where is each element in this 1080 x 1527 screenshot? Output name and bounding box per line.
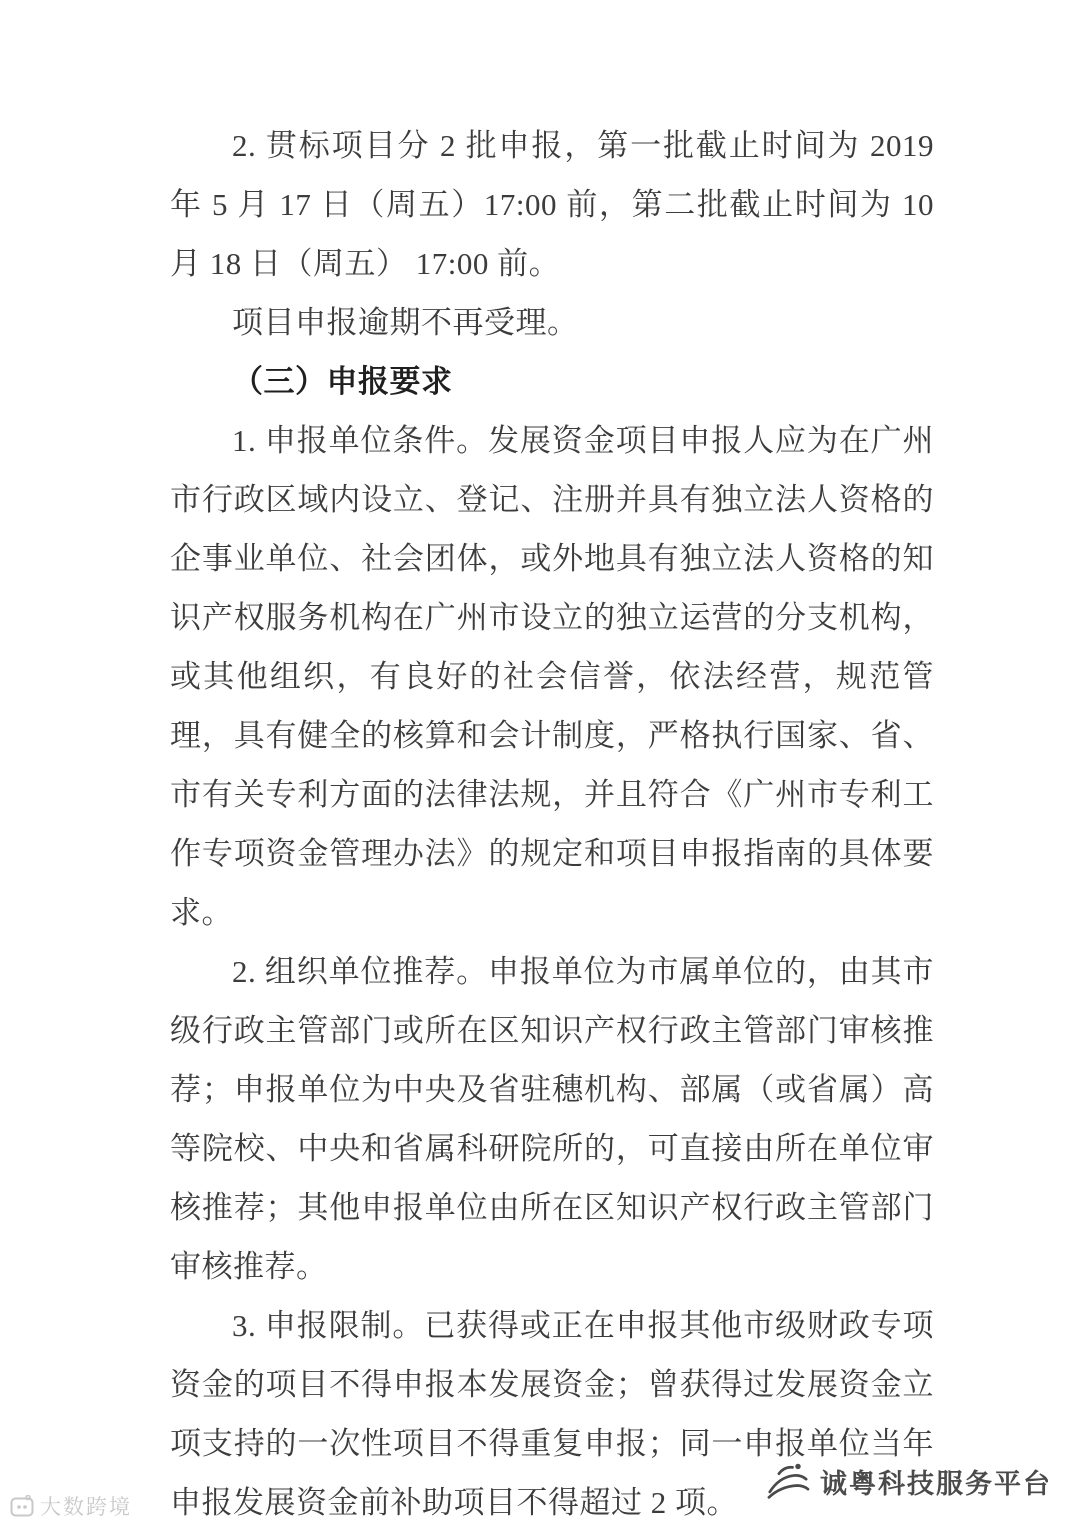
paragraph-organization-recommendation: 2. 组织单位推荐。申报单位为市属单位的，由其市级行政主管部门或所在区知识产权行政主管部门审核推荐；申报单位为中央及省驻穗机构、部属（或省属）高等院校、中央和省属科研院所的，可直接由所在单位审核推荐；其他申报单位由所在区知识产权行政主管部门审核推荐。: [170, 954, 934, 1284]
paragraph-deadlines: 2. 贯标项目分 2 批申报，第一批截止时间为 2019 年 5 月 17 日（周五）17:00 前，第二批截止时间为 10 月 18 日（周五） 17:00 前。: [170, 128, 934, 281]
section-heading-application-requirements: （三）申报要求: [232, 364, 453, 399]
watermark: [10, 1491, 132, 1521]
watermark-logo-icon: [10, 1495, 34, 1517]
paragraph-overdue-notice: 项目申报逾期不再受理。: [232, 305, 579, 340]
document-content: [170, 116, 934, 1527]
brand-hand-logo-icon: [766, 1461, 810, 1501]
paragraph-application-restrictions: 3. 申报限制。已获得或正在申报其他市级财政专项资金的项目不得申报本发展资金；曾获得过发展资金立项支持的一次性项目不得重复申报；同一申报单位当年申报发展资金前补助项目不得超过 2 项。: [170, 1308, 934, 1520]
paragraph-applicant-conditions: 1. 申报单位条件。发展资金项目申报人应为在广州市行政区域内设立、登记、注册并具有独立法人资格的企事业单位、社会团体，或外地具有独立法人资格的知识产权服务机构在广州市设立的独立运营的分支机构，或其他组织，有良好的社会信誉，依法经营，规范管理，具有健全的核算和会计制度，严格执行国家、省、市有关专利方面的法律法规，并且符合《广州市专利工作专项资金管理办法》的规定和项目申报指南的具体要求。: [170, 423, 934, 930]
watermark-label: 大数跨境: [40, 1496, 132, 1519]
footer-brand: [766, 1461, 1052, 1501]
footer-brand-label: 诚粤科技服务平台: [820, 1468, 1052, 1499]
